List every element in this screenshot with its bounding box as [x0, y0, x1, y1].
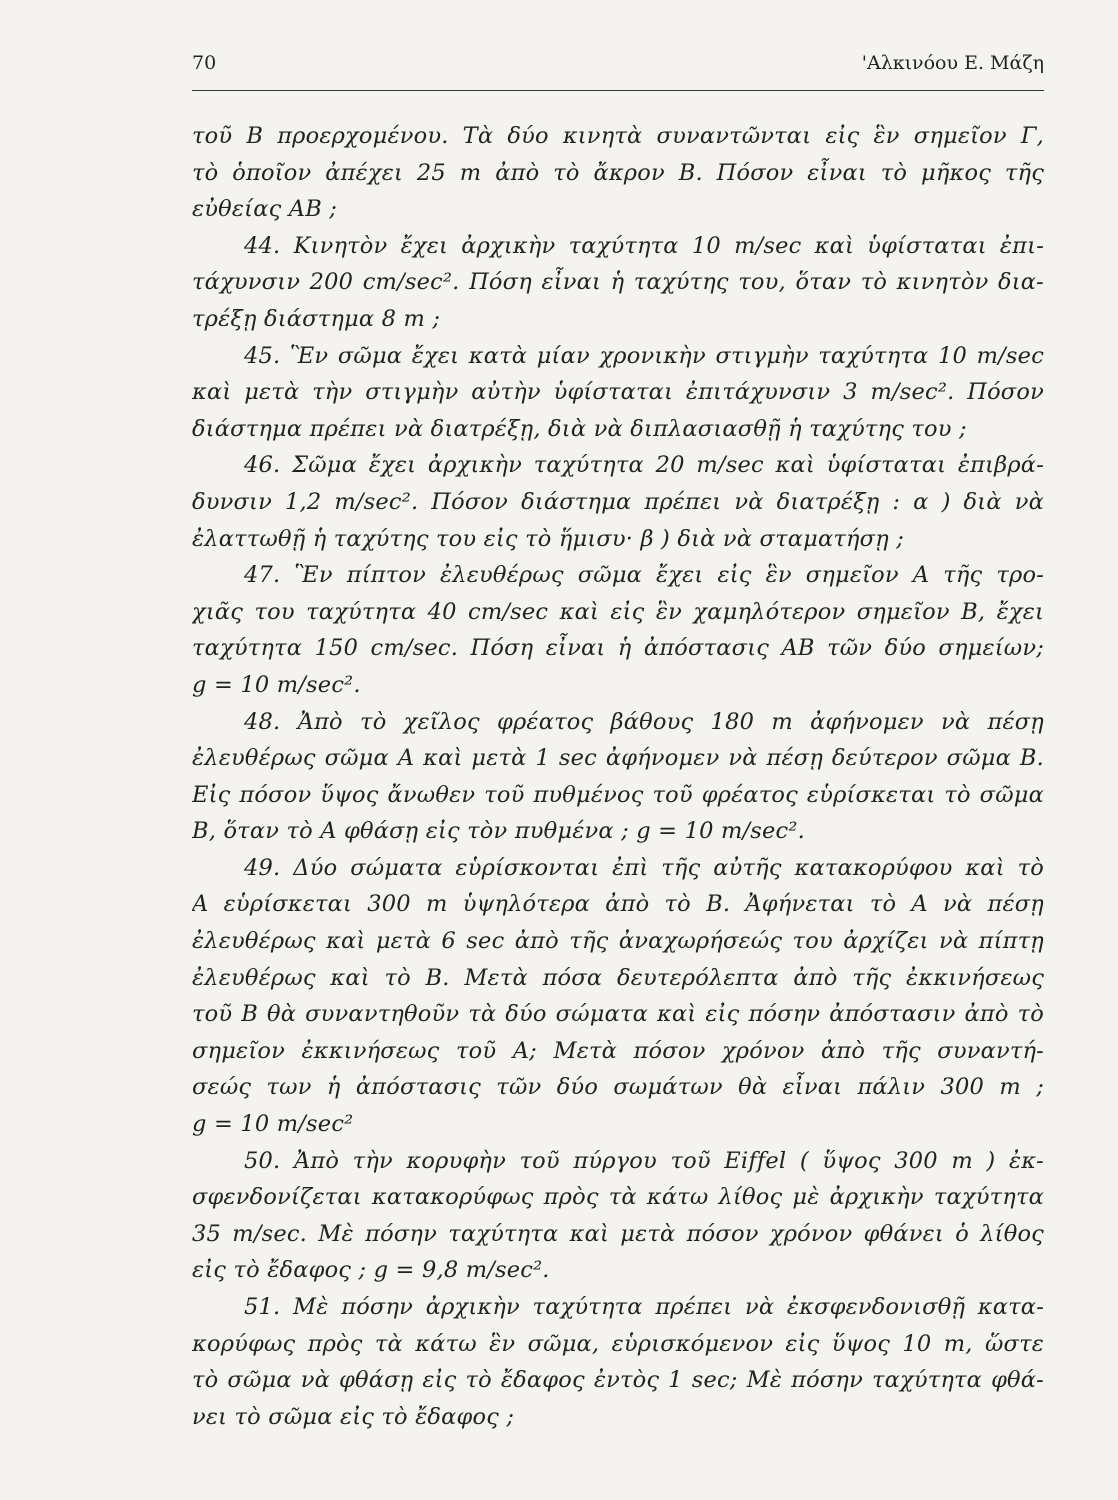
text-line: τοῦ Β προερχομένου. Τὰ δύο κινητὰ συναντῶνται εἰς ἓν σημεῖον Γ, — [192, 123, 1044, 149]
text-line: εὐθείας ΑΒ ; — [192, 196, 338, 223]
text-line: χιᾶς του ταχύτητα 40 cm/sec καὶ εἰς ἓν χαμηλότερον σημεῖον Β, ἔχει — [192, 598, 1044, 625]
body-text — [192, 118, 1044, 1435]
text-line: 45. Ἓν σῶμα ἔχει κατὰ μίαν χρονικὴν στιγμὴν ταχύτητα 10 m/sec — [244, 342, 1044, 369]
text-line: g = 10 m/sec². — [192, 671, 361, 698]
text-line: 47. Ἓν πίπτον ἐλευθέρως σῶμα ἔχει εἰς ἓν σημεῖον Α τῆς τρο- — [244, 562, 1044, 589]
text-line: τρέξῃ διάστημα 8 m ; — [192, 305, 441, 332]
text-line: Εἰς πόσον ὕψος ἄνωθεν τοῦ πυθμένος τοῦ φρέατος εὑρίσκεται τὸ σῶμα — [192, 781, 1044, 808]
text-line: τὸ σῶμα νὰ φθάσῃ εἰς τὸ ἔδαφος ἐντὸς 1 sec; Μὲ πόσην ταχύτητα φθά- — [192, 1367, 1044, 1394]
text-line: τάχυνσιν 200 cm/sec². Πόση εἶναι ἡ ταχύτης του, ὅταν τὸ κινητὸν δια- — [192, 269, 1044, 296]
text-line: 44. Κινητὸν ἔχει ἀρχικὴν ταχύτητα 10 m/sec καὶ ὑφίσταται ἐπι- — [244, 232, 1044, 259]
text-line: σφενδονίζεται κατακορύφως πρὸς τὰ κάτω λίθος μὲ ἀρχικὴν ταχύτητα — [192, 1184, 1044, 1211]
text-line: 35 m/sec. Μὲ πόσην ταχύτητα καὶ μετὰ πόσον χρόνον φθάνει ὁ λίθος — [192, 1220, 1044, 1247]
page-number: 70 — [192, 52, 217, 74]
text-line: ἐλευθέρως καὶ τὸ Β. Μετὰ πόσα δευτερόλεπτα ἀπὸ τῆς ἐκκινήσεως — [192, 964, 1044, 991]
text-line: Α εὑρίσκεται 300 m ὑψηλότερα ἀπὸ τὸ Β. Ἀφήνεται τὸ Α νὰ πέσῃ — [192, 891, 1044, 918]
text-line: τὸ ὁποῖον ἀπέχει 25 m ἀπὸ τὸ ἄκρον Β. Πόσον εἶναι τὸ μῆκος τῆς — [192, 159, 1044, 186]
page-header — [192, 50, 1044, 91]
text-line: ταχύτητα 150 cm/sec. Πόση εἶναι ἡ ἀπόστασις ΑΒ τῶν δύο σημείων; — [192, 635, 1044, 662]
text-line: σεώς των ἡ ἀπόστασις τῶν δύο σωμάτων θὰ εἶναι πάλιν 300 m ; — [192, 1074, 1044, 1101]
text-line: διάστημα πρέπει νὰ διατρέξῃ, διὰ νὰ διπλασιασθῇ ἡ ταχύτης του ; — [192, 415, 967, 442]
text-line: ἐλευθέρως σῶμα Α καὶ μετὰ 1 sec ἀφήνομεν νὰ πέσῃ δεύτερον σῶμα Β. — [192, 745, 1044, 772]
text-line: εἰς τὸ ἔδαφος ; g = 9,8 m/sec². — [192, 1257, 550, 1284]
text-line: κορύφως πρὸς τὰ κάτω ἓν σῶμα, εὑρισκόμενον εἰς ὕψος 10 m, ὥστε — [192, 1330, 1044, 1357]
text-line: νει τὸ σῶμα εἰς τὸ ἔδαφος ; — [192, 1403, 515, 1430]
text-line: 50. Ἀπὸ τὴν κορυφὴν τοῦ πύργου τοῦ Eiffel ( ὕψος 300 m ) ἐκ- — [244, 1147, 1044, 1174]
text-line: δυνσιν 1,2 m/sec². Πόσον διάστημα πρέπει νὰ διατρέξῃ : α ) διὰ νὰ — [192, 488, 1044, 515]
text-line: τοῦ Β θὰ συναντηθοῦν τὰ δύο σώματα καὶ εἰς πόσην ἀπόστασιν ἀπὸ τὸ — [192, 1001, 1044, 1028]
text-line: καὶ μετὰ τὴν στιγμὴν αὐτὴν ὑφίσταται ἐπιτάχυνσιν 3 m/sec². Πόσον — [192, 379, 1044, 406]
running-head: 'Αλκινόου Ε. Μάζη — [861, 52, 1044, 74]
text-line: 51. Μὲ πόσην ἀρχικὴν ταχύτητα πρέπει νὰ ἐκσφενδονισθῇ κατα- — [244, 1294, 1044, 1320]
text-line: ἐλαττωθῇ ἡ ταχύτης του εἰς τὸ ἥμισυ· β ) διὰ νὰ σταματήσῃ ; — [192, 525, 905, 552]
text-line: Β, ὅταν τὸ Α φθάσῃ εἰς τὸν πυθμένα ; g = 10 m/sec². — [192, 818, 805, 845]
text-line: σημεῖον ἐκκινήσεως τοῦ Α; Μετὰ πόσον χρόνον ἀπὸ τῆς συναντή- — [192, 1037, 1044, 1064]
text-line: 49. Δύο σώματα εὑρίσκονται ἐπὶ τῆς αὐτῆς κατακορύφου καὶ τὸ — [244, 854, 1044, 881]
text-line: g = 10 m/sec² — [192, 1111, 354, 1138]
text-line: 48. Ἀπὸ τὸ χεῖλος φρέατος βάθους 180 m ἀφήνομεν νὰ πέσῃ — [244, 708, 1044, 735]
text-line: 46. Σῶμα ἔχει ἀρχικὴν ταχύτητα 20 m/sec καὶ ὑφίσταται ἐπιβρά- — [244, 452, 1044, 479]
text-line: ἐλευθέρως καὶ μετὰ 6 sec ἀπὸ τῆς ἀναχωρήσεώς του ἀρχίζει νὰ πίπτῃ — [192, 928, 1044, 955]
